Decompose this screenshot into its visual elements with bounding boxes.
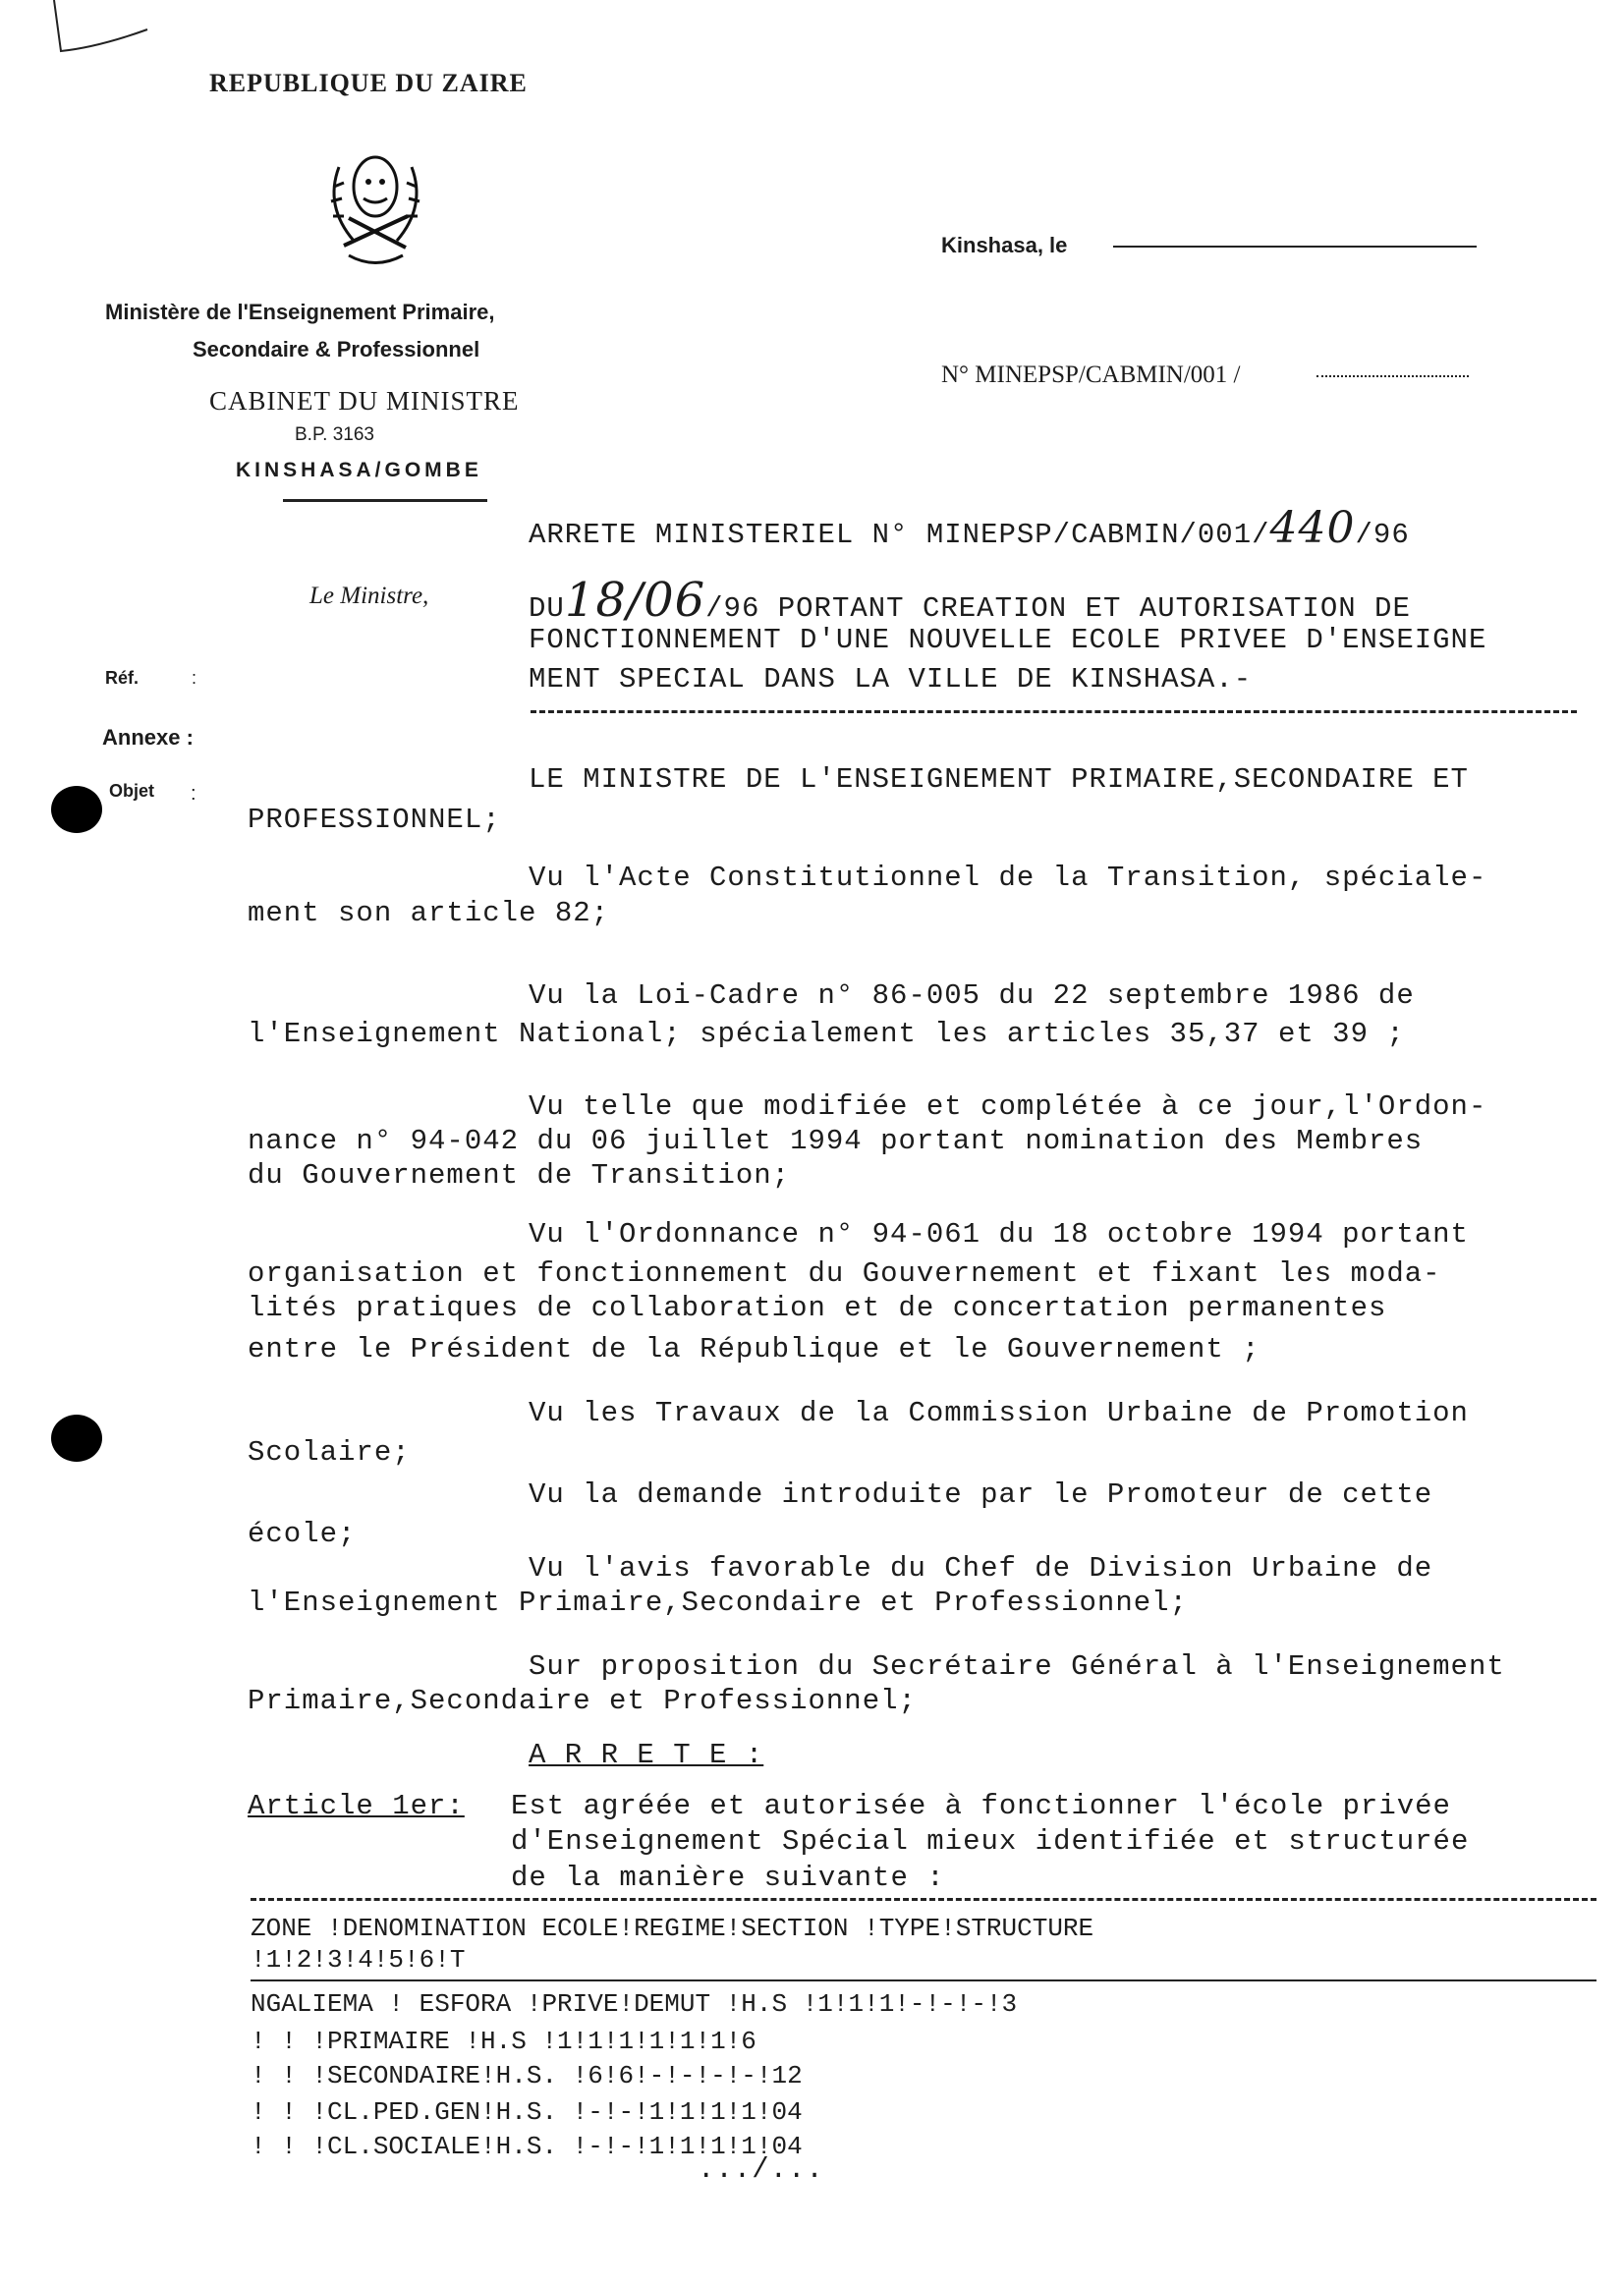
vu3-line-2: nance n° 94-042 du 06 juillet 1994 portant nomination des Membres <box>248 1125 1424 1157</box>
kinshasa-le-label: Kinshasa, le <box>941 233 1068 257</box>
punch-hole-bottom <box>51 1415 102 1462</box>
vu4-line-1: Vu l'Ordonnance n° 94-061 du 18 octobre 1994 portant <box>529 1218 1469 1251</box>
title-line-1-prefix: ARRETE MINISTERIEL N° MINEPSP/CABMIN/001/ <box>529 519 1270 551</box>
republic-title: REPUBLIQUE DU ZAIRE <box>209 69 528 97</box>
corner-mark <box>39 0 167 69</box>
table-row: ! ! !CL.SOCIALE!H.S. !-!-!1!1!1!1!04 <box>251 2132 803 2161</box>
city: KINSHASA/GOMBE <box>236 459 482 481</box>
letterhead-rule <box>283 499 487 502</box>
annexe-label: Annexe : <box>102 725 194 750</box>
continued-marker: .../... <box>698 2153 824 2186</box>
proposition-line-2: Primaire,Secondaire et Professionnel; <box>248 1685 917 1717</box>
coat-of-arms-emblem <box>309 147 442 270</box>
reference-dotted-line <box>1316 375 1469 377</box>
objet-label: Objet <box>109 781 155 801</box>
vu6-line-1: Vu la demande introduite par le Promoteur de cette <box>529 1478 1433 1511</box>
handwritten-date: 18/06 <box>564 573 706 628</box>
article-1-label: Article 1er: <box>248 1790 465 1822</box>
postal-box: B.P. 3163 <box>295 424 375 445</box>
date-line <box>1113 246 1477 248</box>
title-line-1 <box>529 503 1410 553</box>
ministry-line-2: Secondaire & Professionnel <box>193 337 480 362</box>
article-1-line-1: Est agréée et autorisée à fonctionner l'école privée <box>511 1790 1451 1822</box>
title-dashed-rule <box>531 710 1577 713</box>
le-ministre-label: Le Ministre, <box>309 583 429 609</box>
vu7-line-2: l'Enseignement Primaire,Secondaire et Professionnel; <box>248 1587 1188 1619</box>
vu7-line-1: Vu l'avis favorable du Chef de Division Urbaine de <box>529 1552 1433 1585</box>
vu1-line-2: ment son article 82; <box>248 897 610 929</box>
title-line-2-prefix: DU <box>529 592 565 625</box>
objet-colon: : <box>191 783 196 805</box>
ministry-line-1: Ministère de l'Enseignement Primaire, <box>105 300 495 324</box>
ref-colon: : <box>192 668 197 688</box>
handwritten-number: 440 <box>1269 503 1356 553</box>
ref-label: Réf. <box>105 668 140 688</box>
vu6-line-2: école; <box>248 1518 357 1550</box>
reference-number: N° MINEPSP/CABMIN/001 / <box>941 362 1241 388</box>
punch-hole-top <box>51 786 102 833</box>
vu2-line-1: Vu la Loi-Cadre n° 86-005 du 22 septembre 1986 de <box>529 979 1415 1012</box>
vu5-line-2: Scolaire; <box>248 1436 411 1469</box>
cabinet-title: CABINET DU MINISTRE <box>209 386 520 416</box>
table-top-rule <box>251 1898 1596 1901</box>
table-row: ! ! !CL.PED.GEN!H.S. !-!-!1!1!1!1!04 <box>251 2097 803 2127</box>
title-line-4: MENT SPECIAL DANS LA VILLE DE KINSHASA.- <box>529 663 1253 696</box>
proposition-line-1: Sur proposition du Secrétaire Général à l'Enseignement <box>529 1650 1505 1683</box>
vu4-line-2: organisation et fonctionnement du Gouvernement et fixant les moda- <box>248 1257 1441 1290</box>
minister-preamble-1: LE MINISTRE DE L'ENSEIGNEMENT PRIMAIRE,SECONDAIRE ET <box>529 763 1469 796</box>
vu1-line-1: Vu l'Acte Constitutionnel de la Transition, spéciale- <box>529 862 1487 894</box>
table-header-rule <box>251 1979 1596 1981</box>
table-header-line-1: ZONE !DENOMINATION ECOLE!REGIME!SECTION !TYPE!STRUCTURE <box>251 1914 1094 1943</box>
vu2-line-2: l'Enseignement National; spécialement les articles 35,37 et 39 ; <box>248 1018 1405 1050</box>
vu4-line-4: entre le Président de la République et le Gouvernement ; <box>248 1333 1260 1365</box>
vu5-line-1: Vu les Travaux de la Commission Urbaine de Promotion <box>529 1397 1469 1429</box>
article-1-line-3: de la manière suivante : <box>511 1862 945 1894</box>
title-line-2 <box>529 573 1411 628</box>
minister-preamble-2: PROFESSIONNEL; <box>248 804 501 836</box>
table-row: ! ! !SECONDAIRE!H.S. !6!6!-!-!-!-!12 <box>251 2061 803 2090</box>
article-1-line-2: d'Enseignement Spécial mieux identifiée et structurée <box>511 1825 1470 1858</box>
vu3-line-3: du Gouvernement de Transition; <box>248 1159 791 1192</box>
title-line-3: FONCTIONNEMENT D'UNE NOUVELLE ECOLE PRIVEE D'ENSEIGNE <box>529 624 1487 656</box>
vu4-line-3: lités pratiques de collaboration et de concertation permanentes <box>248 1292 1387 1324</box>
table-header-line-2: !1!2!3!4!5!6!T <box>251 1945 466 1975</box>
table-row: NGALIEMA ! ESFORA !PRIVE!DEMUT !H.S !1!1!1!-!-!-!3 <box>251 1989 1018 2019</box>
vu3-line-1: Vu telle que modifiée et complétée à ce jour,l'Ordon- <box>529 1090 1487 1123</box>
title-line-1-suffix: /96 <box>1355 519 1410 551</box>
table-row: ! ! !PRIMAIRE !H.S !1!1!1!1!1!1!6 <box>251 2027 756 2056</box>
arrete-heading: A R R E T E : <box>529 1739 764 1771</box>
title-line-2-suffix: /96 PORTANT CREATION ET AUTORISATION DE <box>705 592 1411 625</box>
